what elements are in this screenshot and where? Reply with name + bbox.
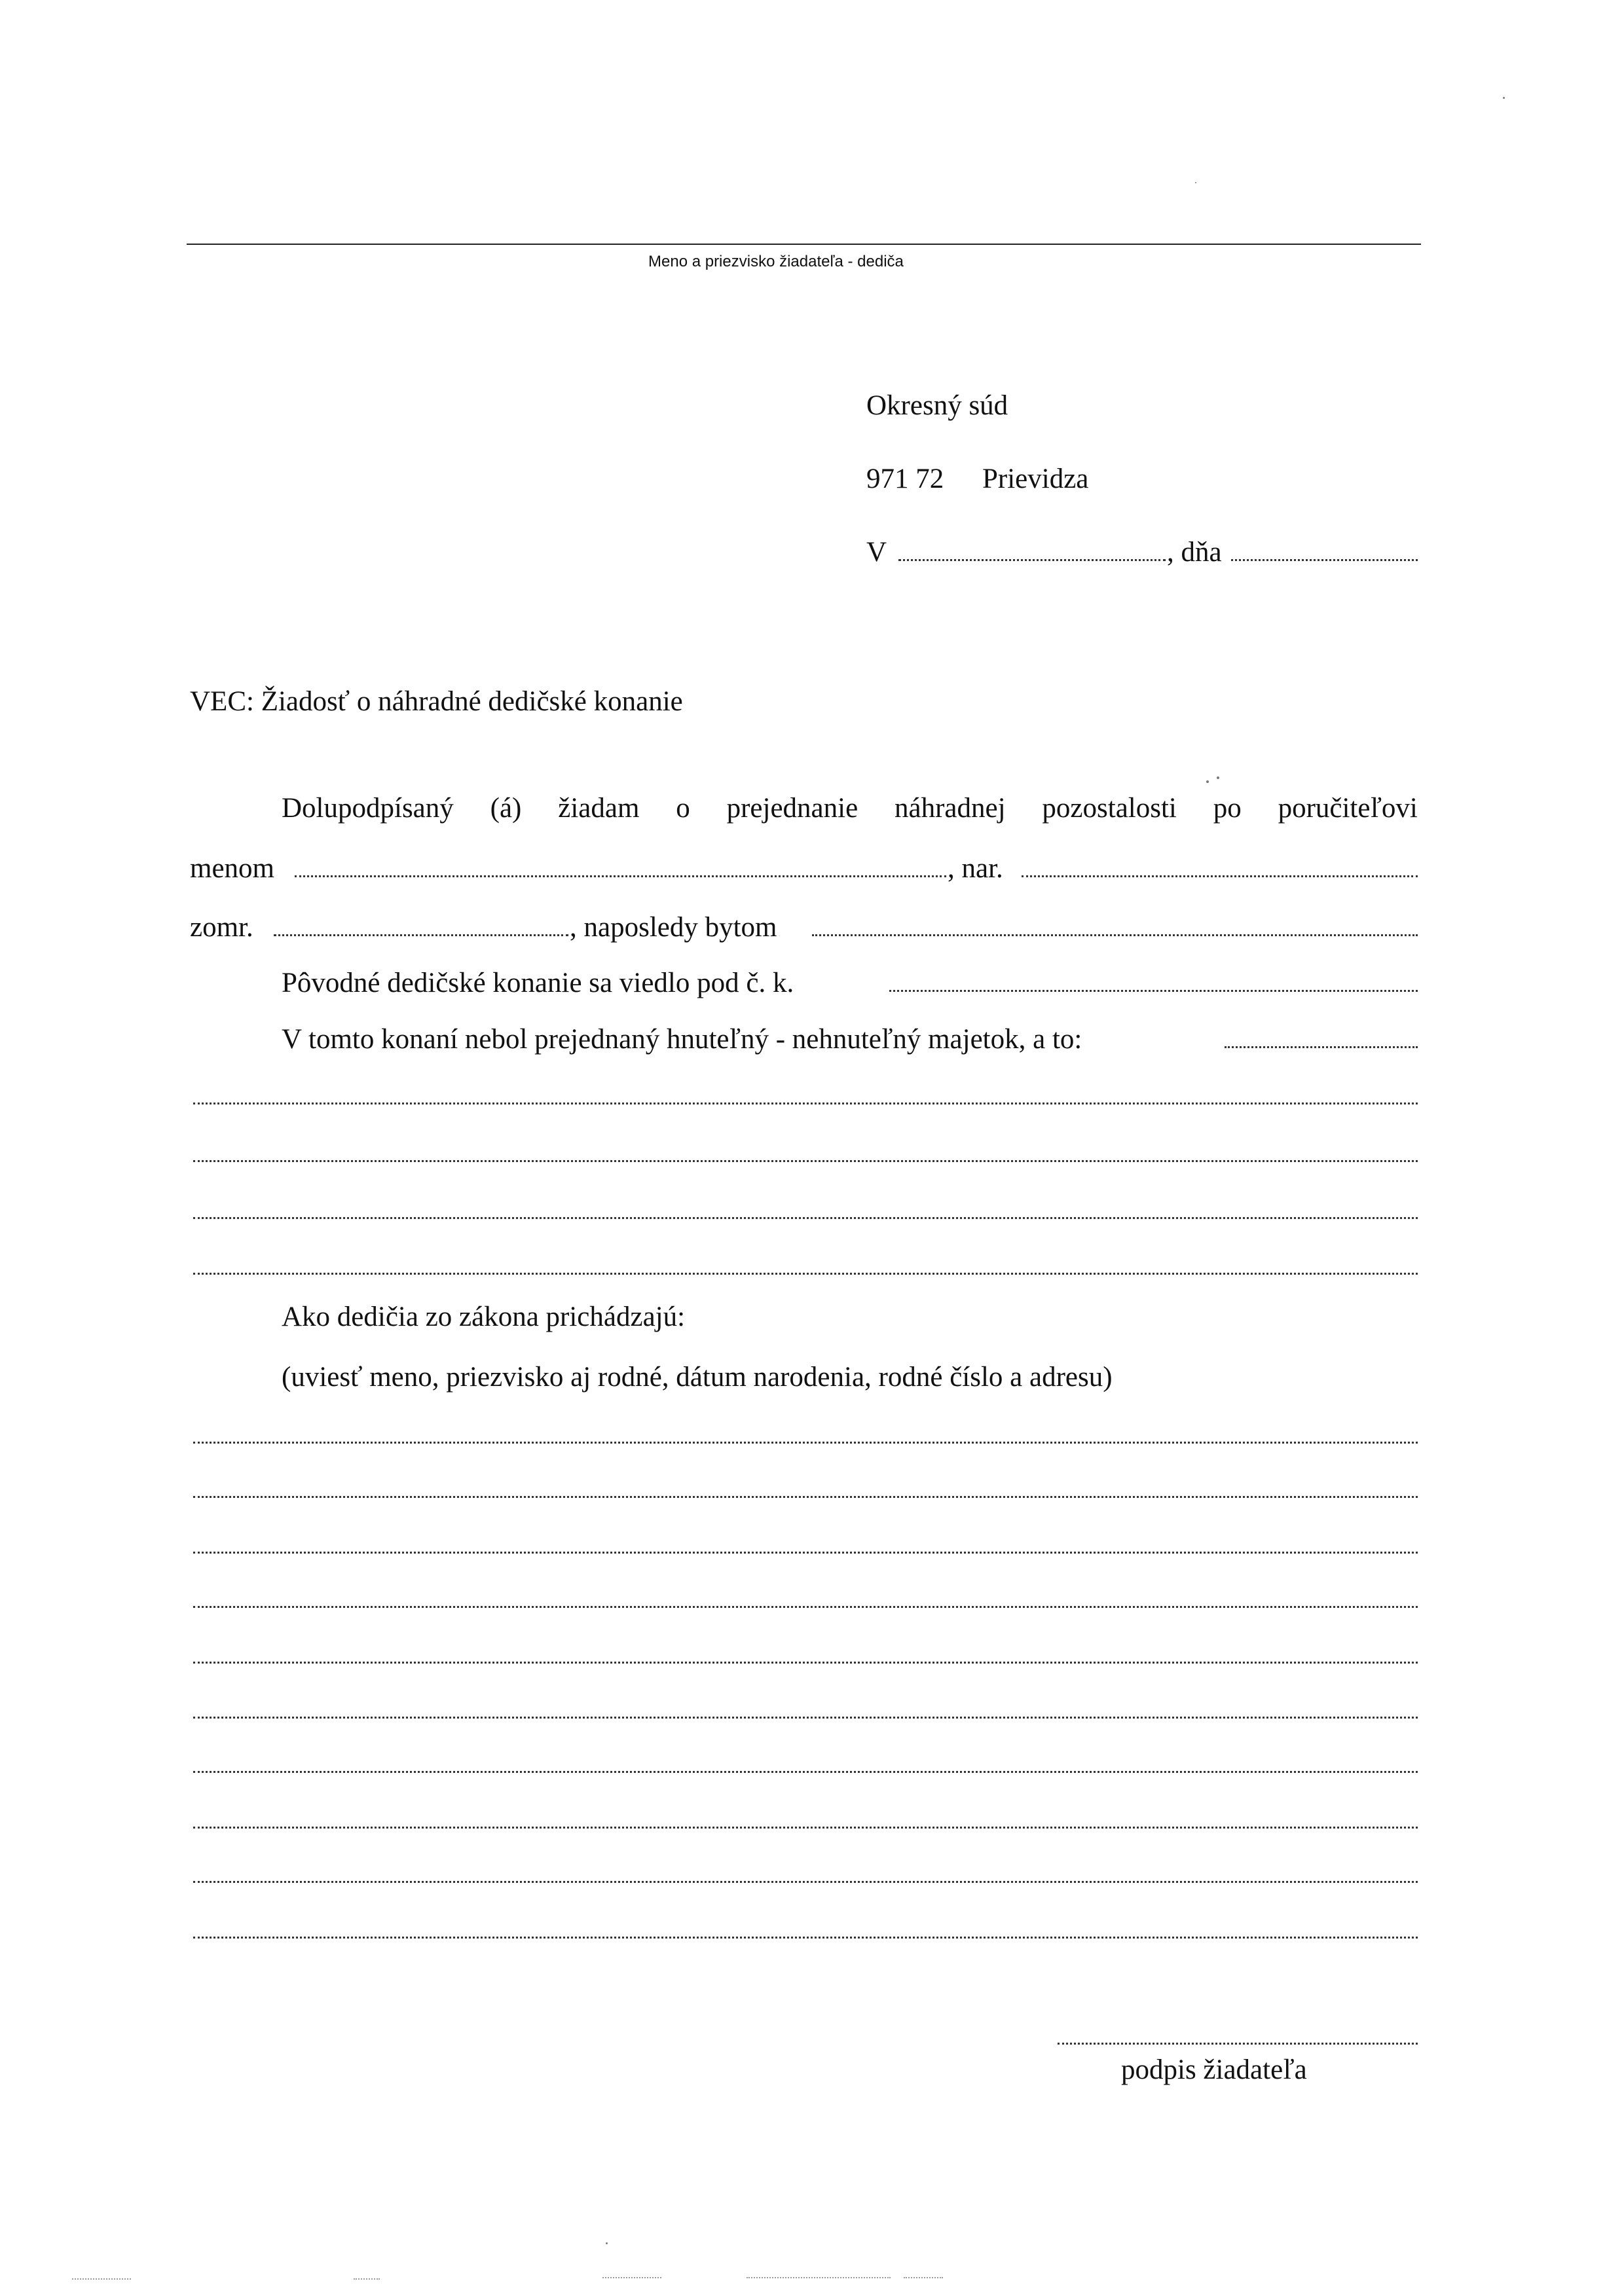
heirs-line[interactable] <box>193 1552 1418 1554</box>
birth-date-field[interactable] <box>1022 875 1418 877</box>
heirs-line[interactable] <box>193 1717 1418 1719</box>
stray-mark <box>606 2242 608 2244</box>
request-paragraph-line1 <box>282 794 1418 822</box>
property-line[interactable] <box>193 1217 1418 1219</box>
stray-mark <box>1503 97 1505 99</box>
court-postal-code: 971 72 <box>866 464 944 494</box>
place-prefix: V <box>866 537 887 568</box>
scan-artifact <box>747 2277 891 2278</box>
applicant-name-line[interactable] <box>187 244 1421 245</box>
original-case-label: Pôvodné dedičské konanie sa viedlo pod č. k. <box>282 968 794 998</box>
death-date-label: zomr. <box>190 912 253 943</box>
scan-artifact <box>72 2278 131 2280</box>
date-field[interactable] <box>1231 559 1418 561</box>
heirs-line[interactable] <box>193 1827 1418 1829</box>
heirs-line[interactable] <box>193 1937 1418 1939</box>
property-line[interactable] <box>193 1102 1418 1104</box>
heirs-line[interactable] <box>193 1606 1418 1608</box>
property-label: V tomto konaní nebol prejednaný hnuteľný - nehnuteľný majetok, a to: <box>282 1024 1082 1055</box>
heirs-line[interactable] <box>193 1496 1418 1498</box>
property-line[interactable] <box>193 1273 1418 1275</box>
deceased-name-label: menom <box>190 853 274 884</box>
scan-artifact <box>354 2278 380 2280</box>
heirs-hint: (uviesť meno, priezvisko aj rodné, dátum narodenia, rodné číslo a adresu) <box>282 1362 1113 1393</box>
stray-mark <box>1195 182 1196 183</box>
word: po <box>1213 793 1242 824</box>
place-field[interactable] <box>898 559 1166 561</box>
heirs-line[interactable] <box>193 1442 1418 1444</box>
signature-field[interactable] <box>1058 2043 1418 2045</box>
signature-label: podpis žiadateľa <box>1121 2054 1307 2085</box>
heirs-line[interactable] <box>193 1881 1418 1883</box>
word: náhradnej <box>895 793 1006 824</box>
court-name: Okresný súd <box>866 390 1008 421</box>
original-case-field[interactable] <box>889 990 1418 992</box>
deceased-name-field[interactable] <box>295 875 946 877</box>
heirs-line[interactable] <box>193 1771 1418 1773</box>
applicant-name-caption: Meno a priezvisko žiadateľa - dediča <box>648 253 904 270</box>
heirs-label: Ako dedičia zo zákona prichádzajú: <box>282 1302 686 1332</box>
heirs-line[interactable] <box>193 1662 1418 1664</box>
word: pozostalosti <box>1042 793 1177 824</box>
stray-mark <box>1206 780 1209 783</box>
death-date-field[interactable] <box>274 934 568 936</box>
word: Dolupodpísaný <box>282 793 454 824</box>
property-line[interactable] <box>193 1160 1418 1162</box>
last-residence-label: , naposledy bytom <box>570 912 777 943</box>
stray-mark <box>1217 776 1219 779</box>
scan-artifact <box>602 2277 661 2278</box>
court-city: Prievidza <box>982 464 1089 494</box>
birth-date-label: , nar. <box>948 853 1003 884</box>
last-residence-field[interactable] <box>812 934 1418 936</box>
subject-line: VEC: Žiadosť o náhradné dedičské konanie <box>190 686 683 717</box>
word: o <box>676 793 690 824</box>
word: žiadam <box>558 793 640 824</box>
word: (á) <box>490 793 522 824</box>
word: prejednanie <box>726 793 858 824</box>
scan-artifact <box>904 2277 943 2278</box>
word: poručiteľovi <box>1278 793 1418 824</box>
property-field-first[interactable] <box>1225 1046 1418 1048</box>
date-label: , dňa <box>1167 537 1222 568</box>
